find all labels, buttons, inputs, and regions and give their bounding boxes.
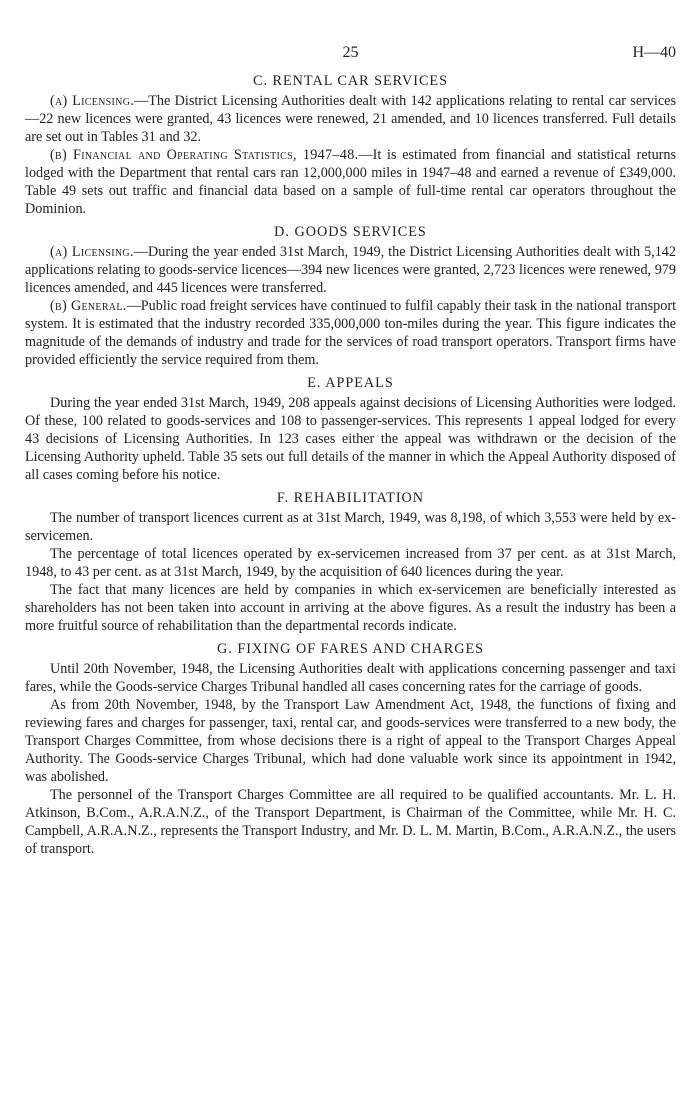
page-number: 25 [342, 44, 359, 61]
page-header [25, 44, 676, 70]
section-title: G. FIXING OF FARES AND CHARGES [216, 641, 484, 657]
section-title: F. REHABILITATION [276, 490, 425, 506]
paragraph-text: —During the year ended 31st March, 1949, the District Licensing Authorities dealt with 5,142 applications relating to goods-service licences—394 new licences were granted, 2,723 licences were renewed, 979 licences amended, and 445 licences were transferred. [25, 244, 676, 296]
paragraph: The percentage of total licences operated by ex-servicemen increased from 37 per cent. as at 31st March, 1948, to 43 per cent. as at 31st March, 1949, by the acquisition of 640 licences during the year. [25, 546, 676, 580]
section-goods-services [25, 221, 676, 369]
paragraph-lead: (b) General. [50, 298, 127, 314]
paragraph: The fact that many licences are held by companies in which ex-servicemen are beneficially interested as shareholders has not been taken into account in arriving at the above figures. As a result the industry has been a more fruitful source of rehabilitation than the departmental records indicate. [25, 582, 676, 634]
section-rehabilitation [25, 487, 676, 635]
section-fixing-of-fares-and-charges [25, 638, 676, 858]
paragraph-lead: (a) Licensing. [50, 244, 134, 260]
paragraph-text: —The District Licensing Authorities dealt with 142 applications relating to rental car services—22 new licences were granted, 43 licences were renewed, 21 amended, and 10 licences transferred. Full details are set out in Tables 31 and 32. [25, 93, 677, 145]
paragraph-lead: (b) Financial and Operating Statistics, 1947–48. [50, 147, 359, 163]
section-appeals [25, 372, 676, 484]
paragraph [25, 243, 676, 297]
document-page [25, 44, 676, 858]
paragraph: The personnel of the Transport Charges Committee are all required to be qualified accountants. Mr. L. H. Atkinson, B.Com., A.R.A.N.Z., of the Transport Department, is Chairman of the Committee, while Mr. H. C. Campbell, A.R.A.N.Z., represents the Transport Industry, and Mr. D. L. M. Martin, B.Com., A.R.A.N.Z., the users of transport. [25, 787, 676, 857]
paragraph: The number of transport licences current as at 31st March, 1949, was 8,198, of which 3,553 were held by ex-servicemen. [25, 510, 676, 544]
paragraph-lead: (a) Licensing. [50, 93, 135, 109]
section-title: E. APPEALS [307, 375, 394, 391]
paragraph: Until 20th November, 1948, the Licensing Authorities dealt with applications concerning passenger and taxi fares, while the Goods-service Charges Tribunal handled all cases concerning rates for the carriage of goods. [25, 661, 676, 695]
paragraph-text: —It is estimated from financial and statistical returns lodged with the Department that rental cars ran 12,000,000 miles in 1947–48 and earned a revenue of £349,000. Table 49 sets out traffic and financial data based on a sample of full-time rental car operators throughout the Dominion. [25, 147, 676, 217]
paragraph: As from 20th November, 1948, by the Transport Law Amendment Act, 1948, the functions of fixing and reviewing fares and charges for passenger, taxi, rental car, and goods-services were transferred to a new body, the Transport Charges Committee, from whose decisions there is a right of appeal to the Transport Charges Appeal Authority. The Goods-service Charges Tribunal, which had done valuable work since its appointment in 1942, was abolished. [25, 697, 676, 785]
section-title: C. RENTAL CAR SERVICES [253, 73, 448, 89]
paragraph [25, 92, 676, 146]
document-code: H—40 [632, 44, 676, 61]
paragraph [25, 297, 676, 369]
section-rental-car-services [25, 70, 676, 218]
paragraph-text: —Public road freight services have continued to fulfil capably their task in the national transport system. It is estimated that the industry recorded 335,000,000 ton-miles during the year. This figure indicates the magnitude of the demands of industry and trade for the services of road transport operators. Transport firms have provided efficiently the service required from them. [25, 298, 677, 368]
paragraph [25, 146, 676, 218]
paragraph: During the year ended 31st March, 1949, 208 appeals against decisions of Licensing Authorities were lodged. Of these, 100 related to goods-services and 108 to passenger-services. This represents 1 appeal lodged for every 43 decisions of Licensing Authorities. In 123 cases either the appeal was withdrawn or the decision of the Licensing Authority upheld. Table 35 sets out full details of the manner in which the Appeal Authority disposed of all cases coming before his notice. [25, 395, 676, 483]
section-title: D. GOODS SERVICES [274, 224, 427, 240]
